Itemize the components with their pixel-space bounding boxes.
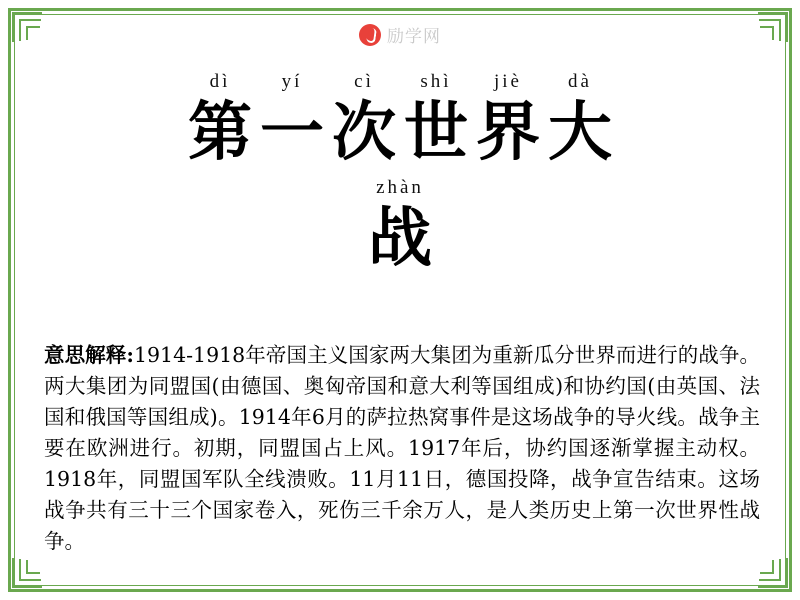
title-char bbox=[404, 70, 468, 170]
hanzi-char: 大 bbox=[548, 95, 612, 170]
hanzi-char: 战 bbox=[368, 201, 432, 276]
explanation-paragraph bbox=[44, 340, 760, 557]
hanzi-char: 界 bbox=[476, 95, 540, 170]
title-block bbox=[40, 70, 760, 276]
explanation-label: 意思解释: bbox=[44, 343, 134, 367]
corner-ornament-icon bbox=[744, 12, 788, 56]
pinyin-label: jiè bbox=[494, 71, 522, 92]
title-char bbox=[188, 70, 252, 170]
title-char bbox=[368, 176, 432, 276]
hanzi-char: 次 bbox=[332, 95, 396, 170]
title-char bbox=[332, 70, 396, 170]
title-char bbox=[476, 70, 540, 170]
explanation-body: 1914-1918年帝国主义国家两大集团为重新瓜分世界而进行的战争。两大集团为同盟国(由德国、奥匈帝国和意大利等国组成)和协约国(由英国、法国和俄国等国组成)。1914年6月的萨拉热窝事件是这场战争的导火线。战争主要在欧洲进行。初期，同盟国占上风。1917年后，协约国逐渐掌握主动权。1918年，同盟国军队全线溃败。11月11日，德国投降，战争宣告结束。这场战争共有三十三个国家卷入，死伤三千余万人，是人类历史上第一次世界性战争。 bbox=[44, 343, 760, 553]
hanzi-char: 世 bbox=[404, 95, 468, 170]
pinyin-label: yí bbox=[281, 71, 303, 92]
hanzi-char: 第 bbox=[188, 95, 252, 170]
pinyin-label: dì bbox=[209, 71, 231, 92]
hanzi-char: 一 bbox=[260, 95, 324, 170]
pinyin-label: cì bbox=[354, 71, 374, 92]
title-line-1 bbox=[40, 70, 760, 170]
watermark-label: 励学网 bbox=[387, 27, 441, 46]
title-line-2 bbox=[40, 176, 760, 276]
title-char bbox=[548, 70, 612, 170]
pinyin-label: shì bbox=[420, 71, 452, 92]
corner-ornament-icon bbox=[12, 12, 56, 56]
title-char bbox=[260, 70, 324, 170]
pinyin-label: zhàn bbox=[376, 177, 424, 198]
pinyin-label: dà bbox=[568, 71, 592, 92]
